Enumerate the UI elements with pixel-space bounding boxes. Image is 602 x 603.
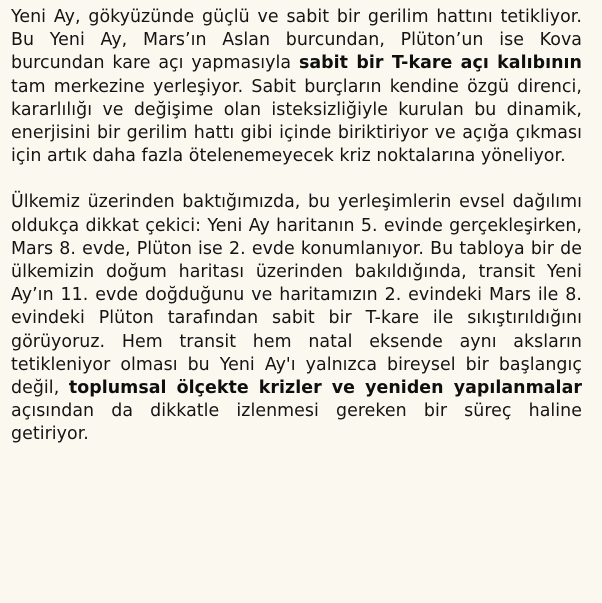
paragraph-2-text-end: açısından da dikkatle izlenmesi gereken bir süreç haline getiriyor. (11, 401, 582, 445)
paragraph-1 (11, 6, 582, 168)
article-body (11, 6, 582, 447)
paragraph-1-emphasis: sabit bir T-kare açı kalıbının (298, 53, 582, 74)
paragraph-1-text-end: tam merkezine yerleşiyor. Sabit burçların kendine özgü direnci, kararlılığı ve değişime olan isteksizliğiyle kurulan bu dinamik, enerjisini bir gerilim hattı gibi içinde biriktiriyor ve açığa çıkması için artık daha fazla ötelenemeyecek kriz noktalarına yöneliyor. (11, 76, 582, 167)
paragraph-2-text-start: Ülkemiz üzerinden baktığımızda, bu yerleşimlerin evsel dağılımı oldukça dikkat çekici: Yeni Ay haritanın 5. evinde gerçekleşirken, Mars 8. evde, Plüton ise 2. evde konumlanıyor. Bu tabloya bir de ülkemizin doğum haritası üzerinden bakıldığında, transit Yeni Ay’ın 11. evde doğduğunu ve haritamızın 2. evindeki Mars ile 8. evindeki Plüton tarafından sabit bir T-kare ile sıkıştırıldığını görüyoruz. Hem transit hem natal eksende aynı aksların tetikleniyor olması bu Yeni Ay'ı yalnızca bireysel bir başlangıç değil, (11, 192, 582, 399)
paragraph-1-text-start: Yeni Ay, gökyüzünde güçlü ve sabit bir gerilim hattını tetikliyor. Bu Yeni Ay, Mars’ın Aslan burcundan, Plüton’un ise Kova burcundan kare açı yapmasıyla (11, 7, 582, 74)
paragraph-2-emphasis: toplumsal ölçekte krizler ve yeniden yapılanmalar (68, 378, 582, 399)
paragraph-2 (11, 191, 582, 446)
